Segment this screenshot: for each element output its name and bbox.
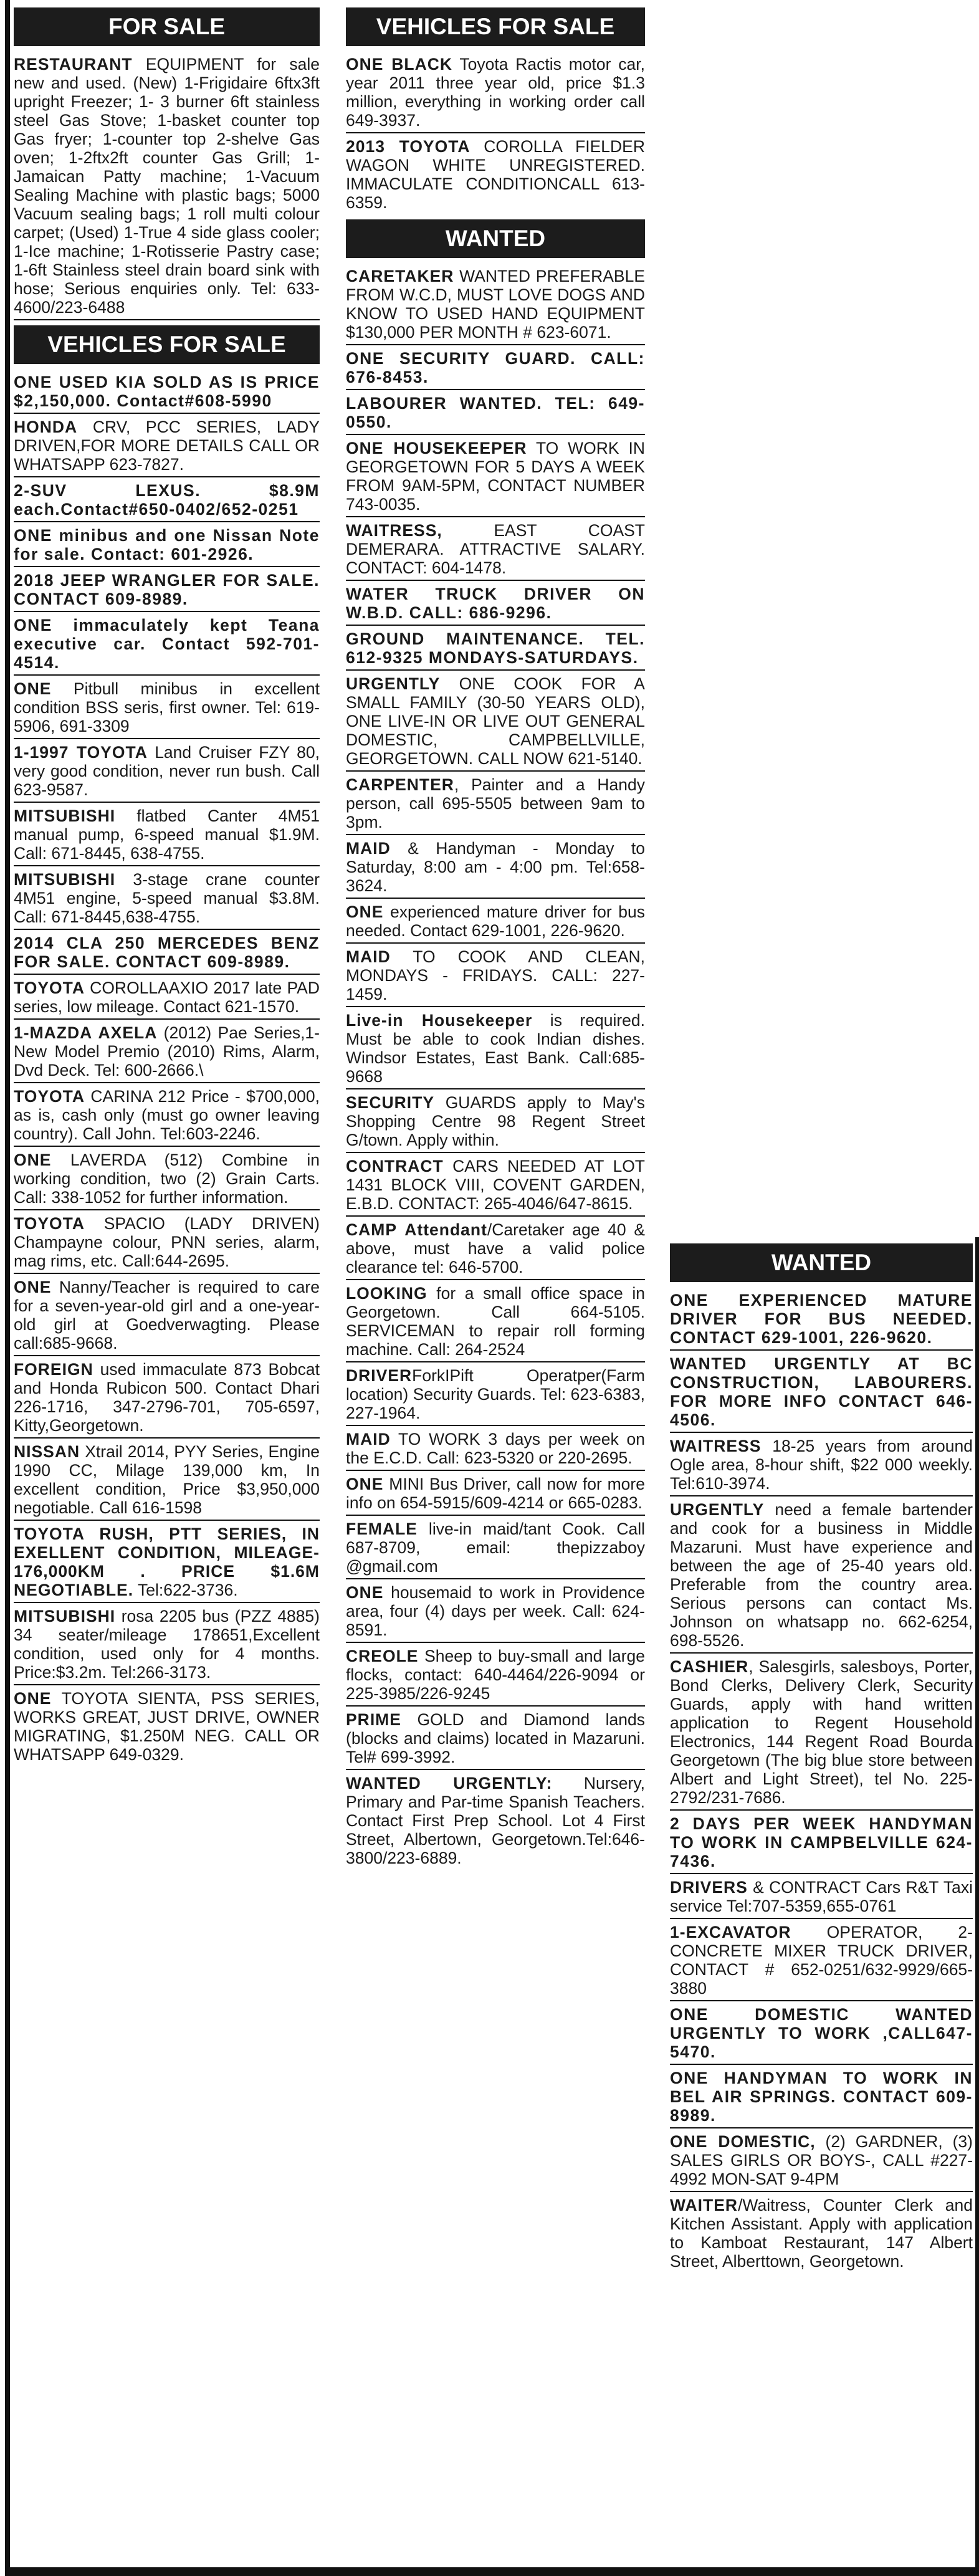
ad-lead: MAID (346, 839, 391, 858)
classified-ad (14, 930, 320, 975)
classified-ad (670, 1811, 973, 1874)
classified-ad (14, 866, 320, 930)
ad-text: , Salesgirls, salesboys, Porter, Bond Clerks, Delivery Clerk, Security Guards, apply with hand written application to Regent Household Electronics, 144 Regent Road Bourda Georgetown (The big blue store between Albert and Light Street), tel No. 225-2792/231-7686. (670, 1657, 973, 1807)
ad-text: WANTED URGENTLY AT BC CONSTRUCTION, LABOURERS. FOR MORE INFO CONTACT 646-4506. (670, 1354, 973, 1429)
classified-ad (346, 263, 645, 345)
classified-ad (14, 1083, 320, 1147)
ad-text: TO COOK AND CLEAN, MONDAYS - FRIDAYS. CALL: 227-1459. (346, 947, 645, 1003)
ad-lead: ONE (14, 1689, 52, 1708)
classified-ad-restaurant-equipment (14, 51, 320, 320)
ad-text: 3-stage crane counter 4M51 engine, 5-speed manual $3.8M. Call: 671-8445,638-4755. (14, 870, 320, 926)
ad-lead: SECURITY (346, 1093, 434, 1112)
ad-text: ONE minibus and one Nissan Note for sale. Contact: 601-2926. (14, 526, 320, 563)
classified-ad (346, 435, 645, 517)
ad-lead: CARPENTER (346, 775, 454, 794)
classified-ad (14, 676, 320, 739)
ad-lead: ONE (14, 1151, 52, 1169)
ad-text: (2) GARDNER, (3) SALES GIRLS OR BOYS-, CALL #227-4992 MON-SAT 9-4PM (670, 2132, 973, 2188)
ad-lead: TOYOTA RUSH, PTT SERIES, IN EXELLENT CONDITION, MILEAGE-176,000KM . PRICE $1.6M NEGOTIABLE. (14, 1525, 320, 1599)
ad-text: CARS NEEDED AT LOT 1431 BLOCK VIII, COVENT GARDEN, E.B.D. CONTACT: 265-4046/647-8615. (346, 1157, 645, 1213)
ad-lead: URGENTLY (670, 1500, 765, 1519)
ad-lead: FEMALE (346, 1520, 418, 1538)
classified-ad (670, 1919, 973, 2001)
ad-text: WANTED PREFERABLE FROM W.C.D, MUST LOVE DOGS AND KNOW TO USED HAND EQUIPMENT $130,000 PER MONTH # 623-6071. (346, 267, 645, 342)
ad-text: ONE immaculately kept Teana executive car. Contact 592-701-4514. (14, 616, 320, 672)
ad-text: ONE COOK FOR A SMALL FAMILY (30-50 YEARS OLD), ONE LIVE-IN OR LIVE OUT GENERAL DOMESTIC, CAMPBELLVILLE, GEORGETOWN. CALL NOW 621-5140. (346, 674, 645, 768)
classified-ad (346, 1516, 645, 1579)
for-sale-header: FOR SALE (14, 7, 320, 46)
ad-lead: RESTAURANT (14, 55, 133, 74)
ad-text: 2 DAYS PER WEEK HANDYMAN TO WORK IN CAMPBELVILLE 624-7436. (670, 1814, 973, 1870)
ad-text: Nursery, Primary and Par-time Spanish Teachers. Contact First Prep School. Lot 4 First Street, Albertown, Georgetown.Tel:646-3800/223-6889. (346, 1774, 645, 1867)
ad-lead: ONE (346, 1475, 384, 1493)
classified-ad (346, 944, 645, 1007)
wanted-ads-list-2 (670, 1287, 973, 2273)
ad-text: TO WORK 3 days per week on the E.C.D. Call: 623-5320 or 220-2695. (346, 1430, 645, 1467)
classified-ad (346, 835, 645, 899)
ad-lead: WANTED URGENTLY: (346, 1774, 553, 1793)
ad-text: OPERATOR, 2- CONCRETE MIXER TRUCK DRIVER, CONTACT # 652-0251/632-9929/665-3880 (670, 1923, 973, 1998)
ad-lead: ONE (14, 1278, 52, 1296)
classified-ad (14, 739, 320, 803)
vehicle-ads-list-2 (346, 51, 645, 214)
ad-text: & CONTRACT Cars R&T Taxi service Tel:707-5359,655-0761 (670, 1878, 973, 1915)
ad-lead: ONE (14, 679, 52, 698)
classified-ad (14, 522, 320, 567)
classified-ad (346, 581, 645, 626)
column3-content (670, 1243, 973, 2273)
ad-text: rosa 2205 bus (PZZ 4885) 34 seater/mileage 178651,Excellent condition, used only for 4 months. Price:$3.2m. Tel:266-3173. (14, 1607, 320, 1682)
classified-ad (670, 1433, 973, 1496)
ad-text: & Handyman - Monday to Saturday, 8:00 am - 4:00 pm. Tel:658-3624. (346, 839, 645, 895)
classified-ad (14, 1147, 320, 1210)
classified-ad (346, 1643, 645, 1707)
ad-lead: PRIME (346, 1710, 401, 1729)
classified-ad (14, 567, 320, 612)
ad-text: housemaid to work in Providence area, four (4) days per week. Call: 624-8591. (346, 1583, 645, 1639)
ad-lead: ONE (346, 1583, 384, 1602)
ad-text: Toyota Ractis motor car, year 2011 three year old, price $1.3 million, everything in working order call 649-3937. (346, 55, 645, 130)
ad-text: used immaculate 873 Bobcat and Honda Rubicon 500. Contact Dhari 226-1716, 347-2796-701, 705-6597, Kitty,Georgetown. (14, 1360, 320, 1435)
classified-ad (14, 414, 320, 477)
classified-ad (14, 612, 320, 676)
ad-lead: 1-EXCAVATOR (670, 1923, 791, 1942)
classified-ad (346, 1280, 645, 1362)
ad-lead: MITSUBISHI (14, 1607, 116, 1626)
ad-text: GOLD and Diamond lands (blocks and claims) located in Mazaruni. Tel# 699-3992. (346, 1710, 645, 1766)
ad-text: ForkIPift Operatper(Farm location) Security Guards. Tel: 623-6383, 227-1964. (346, 1366, 645, 1422)
classified-ad (346, 390, 645, 435)
ad-lead: HONDA (14, 418, 78, 436)
ad-text: need a female bartender and cook for a business in Middle Mazaruni. Must have experience and between the age of 25-40 years old. Preferable from the country area. Serious persons can contact Ms. Johnson on whatsapp no. 662-6254, 698-5526. (670, 1500, 973, 1650)
ad-lead: WAITER (670, 2196, 738, 2214)
ad-lead: MAID (346, 1430, 391, 1448)
vehicle-ads-list (14, 369, 320, 1766)
ad-text: 18-25 years from around Ogle area, 8-hour shift, $22 000 weekly. Tel:610-3974. (670, 1437, 973, 1493)
classified-ad (14, 803, 320, 866)
ad-lead: ONE (346, 903, 384, 921)
ad-lead: CREOLE (346, 1647, 419, 1665)
ad-lead: CAMP Attendant (346, 1220, 487, 1239)
ad-lead: LOOKING (346, 1284, 427, 1303)
ad-text: ONE EXPERIENCED MATURE DRIVER FOR BUS NEEDED. CONTACT 629-1001, 226-9620. (670, 1291, 973, 1347)
ad-text: 2014 CLA 250 MERCEDES BENZ FOR SALE. CONTACT 609-8989. (14, 934, 320, 971)
ad-text: , Painter and a Handy person, call 695-5505 between 9am to 3pm. (346, 775, 645, 831)
ad-lead: ONE HOUSEKEEPER (346, 439, 527, 457)
ad-text: MINI Bus Driver, call now for more info on 654-5915/609-4214 or 665-0283. (346, 1475, 645, 1512)
ad-lead: NISSAN (14, 1442, 80, 1461)
ad-lead: URGENTLY (346, 674, 441, 693)
ad-text: Land Cruiser FZY 80, very good condition, never run bush. Call 623-9587. (14, 743, 320, 799)
classified-ad (670, 1287, 973, 1351)
classified-ad (346, 1217, 645, 1280)
ad-text: for a small office space in Georgetown. Call 664-5105. SERVICEMAN to repair roll forming machine. Call: 264-2524 (346, 1284, 645, 1359)
classified-ad (14, 1439, 320, 1521)
classified-ad (14, 477, 320, 522)
ad-text: COROLLAAXIO 2017 late PAD series, low mileage. Contact 621-1570. (14, 979, 320, 1016)
ad-text: ONE SECURITY GUARD. CALL: 676-8453. (346, 349, 645, 386)
ad-text: ONE USED KIA SOLD AS IS PRICE $2,150,000. Contact#608-5990 (14, 373, 320, 410)
classified-ad (346, 1089, 645, 1153)
classified-ad (670, 1654, 973, 1811)
ad-lead: TOYOTA (14, 979, 85, 997)
ad-text: flatbed Canter 4M51 manual pump, 6-speed manual $1.9M. Call: 671-8445, 638-4755. (14, 807, 320, 863)
ad-text: CRV, PCC SERIES, LADY DRIVEN,FOR MORE DETAILS CALL OR WHATSAPP 623-7827. (14, 418, 320, 474)
ad-lead: CARETAKER (346, 267, 454, 285)
wanted-ads-list (346, 263, 645, 1870)
ad-text: LABOURER WANTED. TEL: 649-0550. (346, 394, 645, 431)
classified-ad (346, 899, 645, 944)
classified-ad (670, 1496, 973, 1654)
classified-ad (14, 369, 320, 414)
column-for-sale (0, 0, 323, 2576)
classified-ad (346, 671, 645, 772)
classified-ad (670, 2065, 973, 2128)
classified-ad (14, 1210, 320, 1274)
ad-text: EQUIPMENT for sale new and used. (New) 1-Frigidaire 6ftx3ft upright Freezer; 1- 3 burner 6ft stainless steel Gas Stove; 1-basket counter top Gas fryer; 1-counter top 2-shelve Gas oven; 1-2ftx2ft counter Gas Grill; 1-Jamaican Patty machine; 1-Vacuum Sealing Machine with plastic bags; 5000 Vacuum sealing bags; 1 roll multi colour carpet; (Used) 1-True 4 side glass cooler; 1-Ice machine; 1-Rotisserie Pastry case; 1-6ft Stainless steel drain board sink with hose; Serious enquiries only. Tel: 633-4600/223-6488 (14, 55, 320, 317)
ad-lead: ONE DOMESTIC, (670, 2132, 816, 2151)
ad-lead: WAITRESS, (346, 521, 442, 540)
classified-ad (670, 2192, 973, 2273)
ad-text: ONE HANDYMAN TO WORK IN BEL AIR SPRINGS. CONTACT 609-8989. (670, 2069, 973, 2125)
ad-text: 2018 JEEP WRANGLER FOR SALE. CONTACT 609-8989. (14, 571, 320, 608)
column-vehicles-wanted (346, 0, 645, 2576)
classified-ad (346, 1707, 645, 1770)
ad-text: GROUND MAINTENANCE. TEL. 612-9325 MONDAYS-SATURDAYS. (346, 630, 645, 667)
ad-text: EAST COAST DEMERARA. ATTRACTIVE SALARY. CONTACT: 604-1478. (346, 521, 645, 577)
classified-ad (346, 133, 645, 214)
classified-ad (346, 517, 645, 581)
ad-text: Xtrail 2014, PYY Series, Engine 1990 CC, Milage 139,000 km, In excellent condition, Price $3,950,000 negotiable. Call 616-1598 (14, 1442, 320, 1517)
ad-text: LAVERDA (512) Combine in working condition, two (2) Grain Carts. Call: 338-1052 for further information. (14, 1151, 320, 1207)
vehicles-for-sale-header: VEHICLES FOR SALE (14, 325, 320, 364)
ad-lead: MITSUBISHI (14, 870, 116, 889)
ad-text: Nanny/Teacher is required to care for a seven-year-old girl and a one-year-old girl at Goedverwagting. Please call:685-9668. (14, 1278, 320, 1353)
ad-lead: TOYOTA (14, 1214, 85, 1233)
column2-content (346, 7, 645, 1870)
column-border-right (975, 1237, 979, 2576)
ad-text: Pitbull minibus in excellent condition BSS seris, first owner. Tel: 619-5906, 691-3309 (14, 679, 320, 735)
ad-lead: TOYOTA (14, 1087, 85, 1106)
ad-text: live-in maid/tant Cook. Call 687-8709, email: thepizzaboy @gmail.com (346, 1520, 645, 1576)
ad-lead: FOREIGN (14, 1360, 93, 1379)
ad-text: ONE DOMESTIC WANTED URGENTLY TO WORK ,CALL647-5470. (670, 2005, 973, 2061)
ad-lead: ONE BLACK (346, 55, 452, 74)
classified-ad (14, 1274, 320, 1356)
classified-ad (346, 51, 645, 133)
classified-ad (346, 1153, 645, 1217)
ad-lead: MAID (346, 947, 391, 966)
ad-text: Tel:622-3736. (133, 1581, 238, 1599)
classified-ad (346, 1471, 645, 1516)
ad-text: Sheep to buy-small and large flocks, contact: 640-4464/226-9094 or 225-3985/226-9245 (346, 1647, 645, 1703)
classified-ad (14, 975, 320, 1020)
ad-text: CARINA 212 Price - $700,000, as is, cash only (must go owner leaving country). Call John. Tel:603-2246. (14, 1087, 320, 1143)
wanted-header-2: WANTED (670, 1243, 973, 1282)
ad-text: GUARDS apply to May's Shopping Centre 98 Regent Street G/town. Apply within. (346, 1093, 645, 1149)
ad-lead: 2013 TOYOTA (346, 137, 470, 156)
classified-ad (346, 626, 645, 671)
classified-ad (670, 2001, 973, 2065)
classified-ad (670, 1874, 973, 1919)
ad-text: COROLLA FIELDER WAGON WHITE UNREGISTERED. IMMACULATE CONDITIONCALL 613-6359. (346, 137, 645, 212)
classified-ad (346, 1426, 645, 1471)
column-border-left (5, 0, 10, 2567)
page-border-bottom (5, 2567, 979, 2576)
ad-text: 2-SUV LEXUS. $8.9M each.Contact#650-0402/652-0251 (14, 481, 320, 519)
classified-ad (346, 345, 645, 390)
classified-ad (670, 2128, 973, 2192)
classified-ad (670, 1351, 973, 1433)
ad-lead: 1-1997 TOYOTA (14, 743, 148, 762)
ad-text: experienced mature driver for bus needed. Contact 629-1001, 226-9620. (346, 903, 645, 940)
ad-lead: WAITRESS (670, 1437, 762, 1455)
column1-content (14, 7, 320, 1766)
ad-lead: DRIVER (346, 1366, 413, 1385)
ad-lead: CONTRACT (346, 1157, 444, 1175)
ad-text: is required. Must be able to cook Indian dishes. Windsor Estates, East Bank. Call:685-9668 (346, 1011, 646, 1086)
ad-lead: DRIVERS (670, 1878, 748, 1897)
classified-ad (346, 1007, 645, 1089)
classified-ad (346, 1770, 645, 1870)
ad-text: /Waitress, Counter Clerk and Kitchen Assistant. Apply with application to Kamboat Restaurant, 147 Albert Street, Alberttown, Georgetown. (670, 2196, 973, 2271)
ad-lead: Live-in Housekeeper (346, 1011, 533, 1030)
ad-text: (2012) Pae Series,1- New Model Premio (2010) Rims, Alarm, Dvd Deck. Tel: 600-2666.\ (14, 1023, 320, 1080)
classified-ad (14, 1020, 320, 1083)
ad-lead: MITSUBISHI (14, 807, 116, 825)
ad-lead: 1-MAZDA AXELA (14, 1023, 158, 1042)
ad-text: TO WORK IN GEORGETOWN FOR 5 DAYS A WEEK FROM 9AM-5PM, CONTACT NUMBER 743-0035. (346, 439, 645, 514)
ad-lead: CASHIER (670, 1657, 749, 1676)
classified-ad (346, 772, 645, 835)
ad-text: TOYOTA SIENTA, PSS SERIES, WORKS GREAT, JUST DRIVE, OWNER MIGRATING, $1.250M NEG. CALL OR WHATSAPP 649-0329. (14, 1689, 320, 1764)
classified-ad (346, 1579, 645, 1643)
wanted-header: WANTED (346, 219, 645, 258)
ad-text: WATER TRUCK DRIVER ON W.B.D. CALL: 686-9296. (346, 585, 645, 622)
vehicles-for-sale-header-2: VEHICLES FOR SALE (346, 7, 645, 46)
classified-ad (14, 1603, 320, 1685)
ad-text: /Caretaker age 40 & above, must have a valid police clearance tel: 646-5700. (346, 1220, 645, 1276)
ad-text: SPACIO (LADY DRIVEN) Champayne colour, PNN series, alarm, mag rims, etc. Call:644-2695. (14, 1214, 320, 1270)
classified-ad (346, 1362, 645, 1426)
classified-ad (14, 1356, 320, 1439)
column-wanted-2 (670, 0, 979, 2576)
classified-ad (14, 1521, 320, 1603)
classified-ad (14, 1685, 320, 1766)
